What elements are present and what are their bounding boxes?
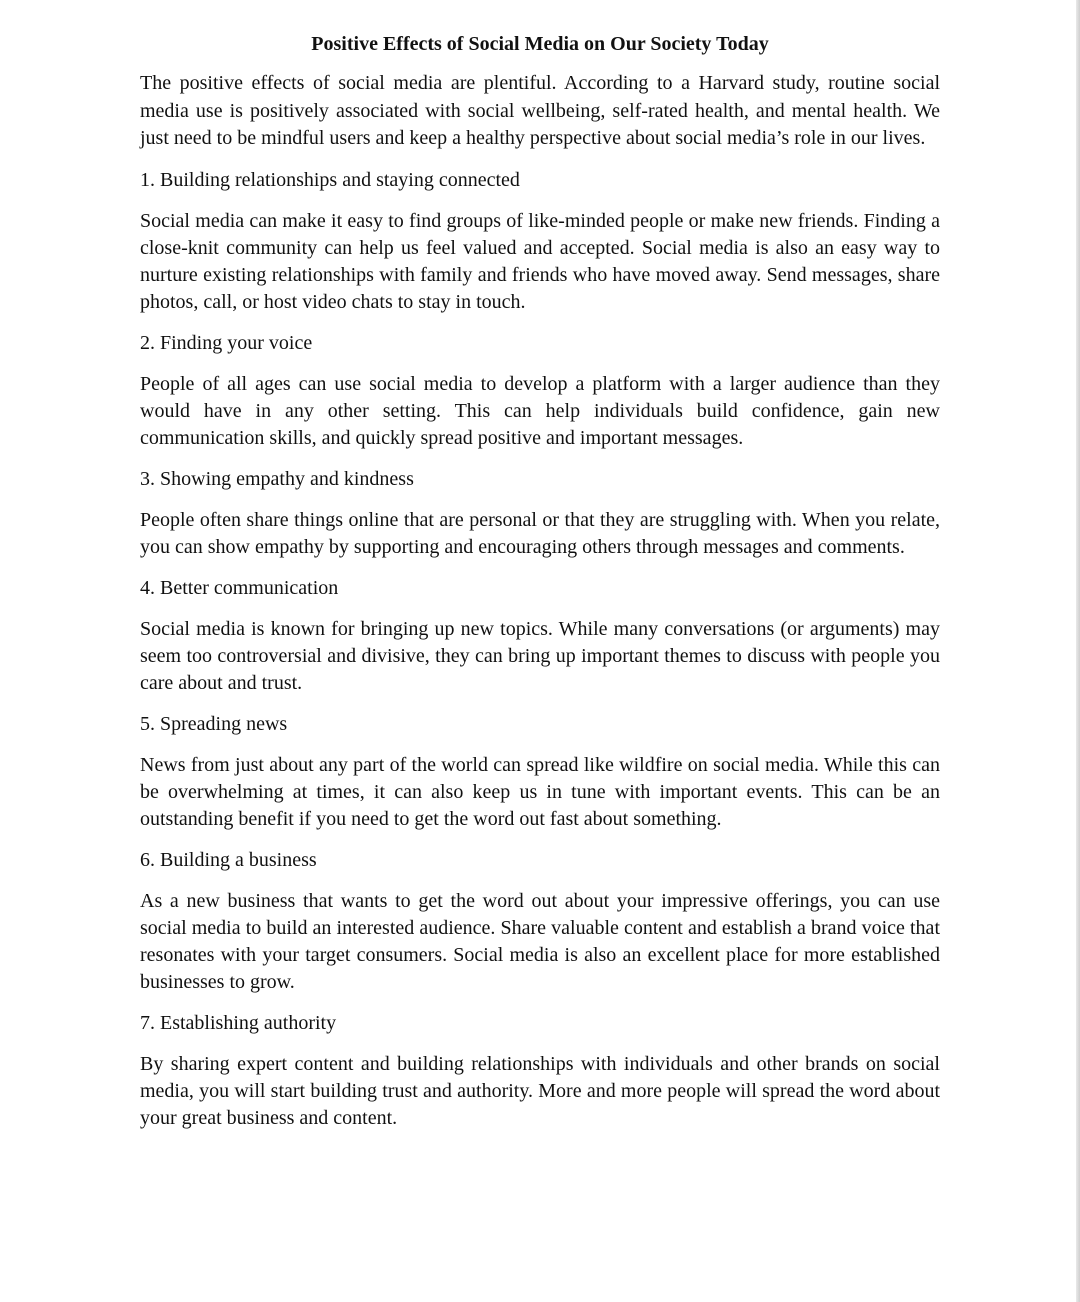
section-heading: 3. Showing empathy and kindness xyxy=(140,467,414,490)
section-paragraph: Social media is known for bringing up new topics. While many conversations (or arguments) may seem too controversial and divisive, they can bring up important themes to discuss with people you care about and trust. xyxy=(140,617,940,694)
intro-paragraph: The positive effects of social media are plentiful. According to a Harvard study, routine social media use is positively associated with social wellbeing, self-rated health, and mental health. We just need to be mindful users and keep a healthy perspective about social media’s role in our lives. xyxy=(140,72,940,149)
section-paragraph: News from just about any part of the world can spread like wildfire on social media. While this can be overwhelming at times, it can also keep us in tune with important events. This can be an outstanding benefit if you need to get the word out fast about something. xyxy=(140,753,940,830)
section-heading: 7. Establishing authority xyxy=(140,1011,337,1034)
section-paragraph: People of all ages can use social media to develop a platform with a larger audience than they would have in any other setting. This can help individuals build confidence, gain new communication skills, and quickly spread positive and important messages. xyxy=(140,372,940,449)
section-heading: 1. Building relationships and staying connected xyxy=(140,168,520,191)
section-better-communication xyxy=(140,575,940,697)
section-spreading-news xyxy=(140,711,940,833)
section-heading: 6. Building a business xyxy=(140,848,317,871)
section-building-relationships xyxy=(140,167,940,316)
section-heading: 4. Better communication xyxy=(140,576,339,599)
section-establishing-authority xyxy=(140,1010,940,1132)
page-edge-shadow xyxy=(1076,0,1080,1302)
section-heading: 2. Finding your voice xyxy=(140,331,313,354)
section-finding-your-voice xyxy=(140,330,940,452)
section-paragraph: As a new business that wants to get the word out about your impressive offerings, you can use social media to build an interested audience. Share valuable content and establish a brand voice that resonates with your target consumers. Social media is also an excellent place for more established businesses to grow. xyxy=(140,889,940,993)
section-showing-empathy xyxy=(140,466,940,561)
section-heading: 5. Spreading news xyxy=(140,712,288,735)
section-building-a-business xyxy=(140,847,940,996)
section-paragraph: People often share things online that are personal or that they are struggling with. When you relate, you can show empathy by supporting and encouraging others through messages and comments. xyxy=(140,508,940,558)
section-paragraph: Social media can make it easy to find groups of like-minded people or make new friends. Finding a close-knit community can help us feel valued and accepted. Social media is also an easy way to nurture existing relationships with family and friends who have moved away. Send messages, share photos, call, or host video chats to stay in touch. xyxy=(140,209,940,313)
document-body xyxy=(140,30,940,1146)
document-title: Positive Effects of Social Media on Our Society Today xyxy=(311,33,769,55)
section-paragraph: By sharing expert content and building relationships with individuals and other brands on social media, you will start building trust and authority. More and more people will spread the word about your great business and content. xyxy=(140,1052,940,1129)
